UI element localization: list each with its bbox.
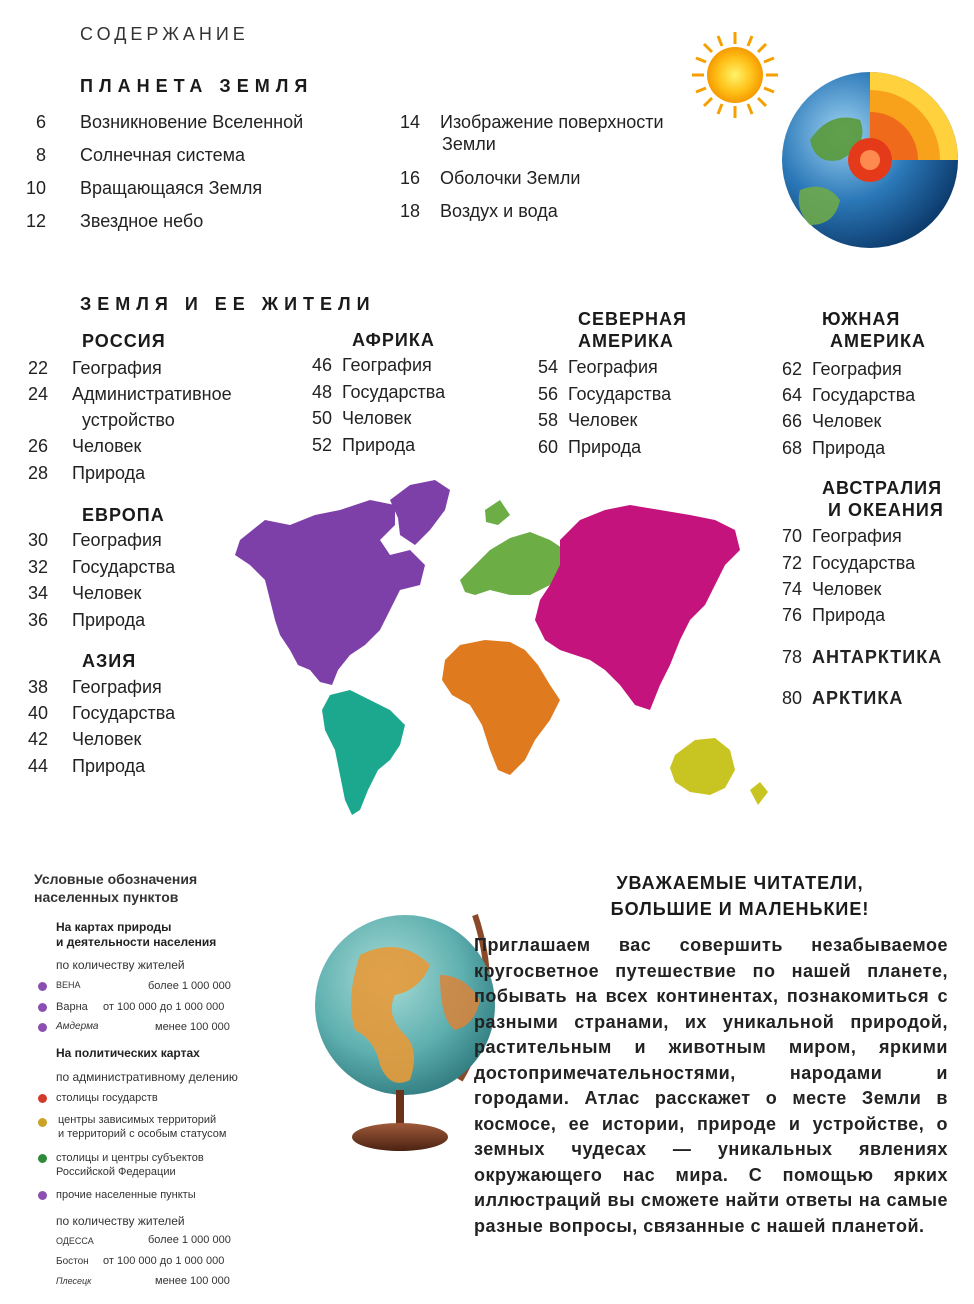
- south-america-shape[interactable]: [322, 690, 405, 815]
- legend-desc: менее 100 000: [155, 1275, 230, 1287]
- toc-entry-continued: Земли: [442, 134, 496, 154]
- toc-entry[interactable]: 70 География: [781, 526, 902, 546]
- toc-entry[interactable]: 38 География: [27, 677, 162, 697]
- legend-note: по количеству жителей: [56, 1214, 185, 1228]
- legend-dot: [38, 1191, 47, 1200]
- toc-entry[interactable]: 28 Природа: [27, 463, 146, 483]
- toc-entry[interactable]: 74 Человек: [781, 579, 882, 599]
- legend-dot: [38, 1003, 47, 1012]
- legend-desc: и территорий с особым статусом: [58, 1128, 227, 1140]
- legend-city-sample: Плесецк: [56, 1276, 92, 1286]
- legend-subheading: На картах природы и деятельности населения: [56, 920, 217, 949]
- region-heading-australia: АВСТРАЛИЯ И ОКЕАНИЯ: [822, 478, 944, 520]
- legend-desc: столицы и центры субъектов: [56, 1152, 204, 1164]
- sun-earth-illustration: [690, 30, 960, 250]
- legend-desc: Российской Федерации: [56, 1166, 176, 1178]
- region-heading-north-america: СЕВЕРНАЯ АМЕРИКА: [578, 309, 687, 351]
- toc-entry[interactable]: 62 География: [781, 359, 902, 379]
- legend-desc: менее 100 000: [155, 1021, 230, 1033]
- toc-entry[interactable]: 46 География: [311, 355, 432, 375]
- toc-entry[interactable]: 24 Административное: [27, 384, 232, 404]
- north-america-shape[interactable]: [235, 500, 425, 685]
- toc-entry-antarctica[interactable]: 78 АНТАРКТИКА: [781, 647, 943, 667]
- australia-shape[interactable]: [670, 738, 768, 805]
- section-title-earth: ЗЕМЛЯ И ЕЕ ЖИТЕЛИ: [80, 294, 376, 314]
- sun-icon: [692, 32, 778, 118]
- legend-desc: прочие населенные пункты: [56, 1189, 196, 1201]
- legend-city-sample: Бостон: [56, 1256, 89, 1267]
- toc-entry[interactable]: 26 Человек: [27, 436, 142, 456]
- globe-icon: [315, 915, 495, 1151]
- toc-entry[interactable]: 34 Человек: [27, 583, 142, 603]
- toc-entry[interactable]: 66 Человек: [781, 411, 882, 431]
- europe-shape[interactable]: [460, 500, 565, 595]
- legend-note: по административному делению: [56, 1070, 238, 1084]
- readers-paragraph: Приглашаем вас совершить незабываемое кругосветное путешествие по нашей планете, побывать на всех континентах, познакомиться с разными странами, их уникальной природой, растительным и животным миром, яркими достопримечательностями, народами и городами. Атлас расскажет о месте Земли в космосе, ее истории, природе и устройстве, о земных чудесах — уникальных явлениях окружающего нас мира. С помощью ярких иллюстраций вы сможете найти ответы на самые разные вопросы, связанные с нашей планетой.: [474, 935, 948, 1236]
- region-heading-russia: РОССИЯ: [82, 331, 166, 351]
- section-title-planet: ПЛАНЕТА ЗЕМЛЯ: [80, 76, 314, 96]
- toc-entry[interactable]: 22 География: [27, 358, 162, 378]
- region-heading-south-america: ЮЖНАЯ АМЕРИКА: [822, 309, 926, 351]
- earth-cutaway-icon: [782, 72, 958, 248]
- globe-illustration: [300, 895, 500, 1165]
- legend-title: Условные обозначения населенных пунктов: [34, 871, 198, 905]
- toc-entry[interactable]: 42 Человек: [27, 729, 142, 749]
- toc-entry[interactable]: 60 Природа: [537, 437, 642, 457]
- page-title: СОДЕРЖАНИЕ: [80, 24, 249, 44]
- legend-dot: [38, 982, 47, 991]
- toc-entry-continued: устройство: [82, 410, 175, 430]
- toc-entry[interactable]: 54 География: [537, 357, 658, 377]
- greenland-shape[interactable]: [390, 480, 450, 545]
- legend-dot: [38, 1023, 47, 1032]
- region-heading-europe: ЕВРОПА: [82, 505, 165, 525]
- toc-entry[interactable]: 36 Природа: [27, 610, 146, 630]
- region-heading-africa: АФРИКА: [352, 330, 435, 350]
- legend-city-sample: ОДЕССА: [56, 1236, 94, 1246]
- legend-desc: более 1 000 000: [148, 1234, 231, 1246]
- toc-entry[interactable]: 76 Природа: [781, 605, 886, 625]
- toc-entry[interactable]: 50 Человек: [311, 408, 412, 428]
- legend-city-sample: Варна: [56, 1001, 88, 1013]
- toc-entry[interactable]: 44 Природа: [27, 756, 146, 776]
- legend-dot: [38, 1094, 47, 1103]
- legend-city-sample: ВЕНА: [56, 980, 81, 990]
- toc-entry[interactable]: 32 Государства: [27, 557, 176, 577]
- legend-subheading: На политических картах: [56, 1046, 200, 1060]
- legend-desc: более 1 000 000: [148, 980, 231, 992]
- toc-entry[interactable]: 56 Государства: [537, 384, 672, 404]
- toc-entry[interactable]: 30 География: [27, 530, 162, 550]
- legend-desc: от 100 000 до 1 000 000: [103, 1255, 225, 1267]
- toc-entry[interactable]: 52 Природа: [311, 435, 416, 455]
- toc-entry[interactable]: 72 Государства: [781, 553, 916, 573]
- toc-entry[interactable]: 64 Государства: [781, 385, 916, 405]
- toc-entry[interactable]: 48 Государства: [311, 382, 446, 402]
- asia-shape[interactable]: [535, 505, 740, 710]
- legend-desc: столицы государств: [56, 1092, 158, 1104]
- toc-entry-arctic[interactable]: 80 АРКТИКА: [781, 688, 904, 708]
- readers-heading: УВАЖАЕМЫЕ ЧИТАТЕЛИ, БОЛЬШИЕ И МАЛЕНЬКИЕ!: [610, 873, 870, 919]
- legend-dot: [38, 1118, 47, 1127]
- region-heading-asia: АЗИЯ: [82, 651, 137, 671]
- toc-entry[interactable]: 68 Природа: [781, 438, 886, 458]
- world-map: [220, 470, 780, 830]
- africa-shape[interactable]: [442, 640, 560, 775]
- legend-city-sample: Амдерма: [56, 1021, 99, 1032]
- legend-dot: [38, 1154, 47, 1163]
- legend-desc: центры зависимых территорий: [58, 1114, 217, 1126]
- legend-note: по количеству жителей: [56, 958, 185, 972]
- toc-entry[interactable]: 40 Государства: [27, 703, 176, 723]
- legend-desc: от 100 000 до 1 000 000: [103, 1001, 225, 1013]
- toc-entry[interactable]: 58 Человек: [537, 410, 638, 430]
